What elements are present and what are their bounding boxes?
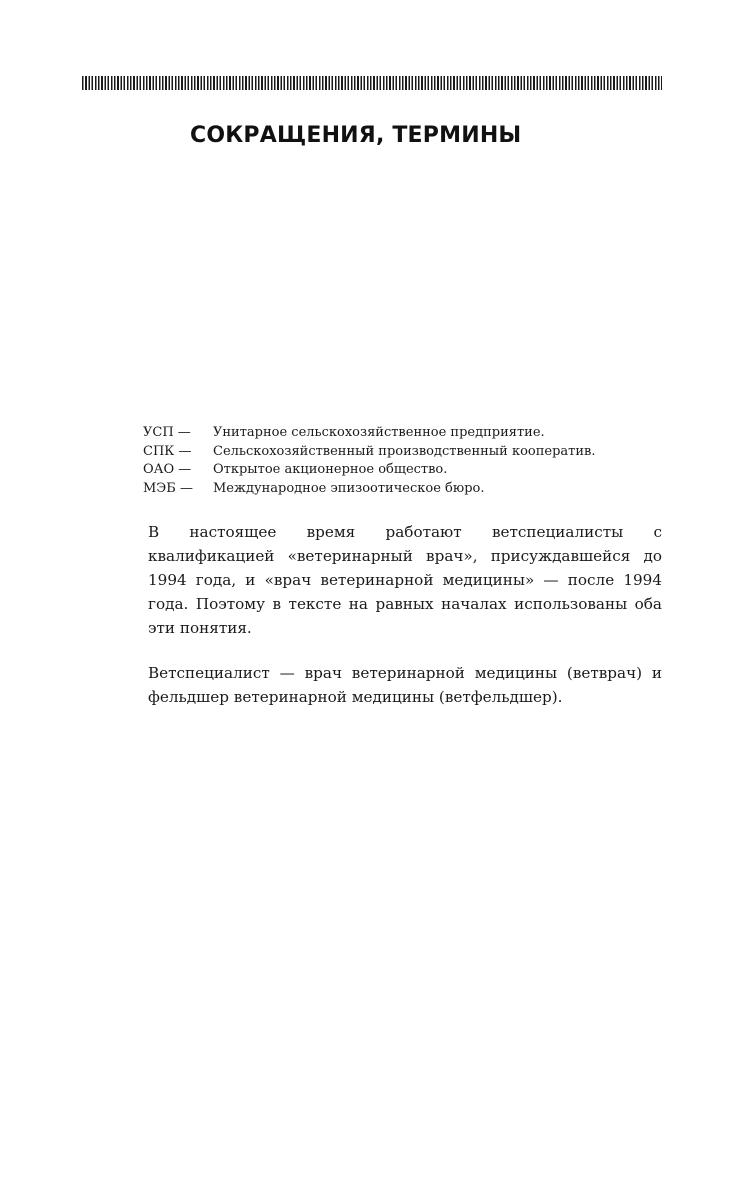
abbreviation-item bbox=[143, 461, 683, 480]
abbreviation-term: МЭБ — bbox=[143, 480, 193, 496]
abbreviation-definition: Унитарное сельскохозяйственное предприятие. bbox=[213, 425, 545, 440]
abbreviation-definition: Международное эпизоотическое бюро. bbox=[213, 480, 485, 496]
decorative-hatched-rule bbox=[82, 76, 662, 90]
abbreviation-term: ОАО — bbox=[143, 462, 192, 478]
abbreviation-list bbox=[143, 424, 683, 498]
page-title: СОКРАЩЕНИЯ, ТЕРМИНЫ bbox=[190, 123, 522, 148]
abbreviation-term: СПК — bbox=[143, 443, 192, 459]
abbreviation-item bbox=[143, 424, 683, 443]
abbreviation-item bbox=[143, 443, 683, 462]
abbreviation-definition: Сельскохозяйственный производственный кооператив. bbox=[213, 443, 596, 459]
abbreviation-item bbox=[143, 480, 683, 499]
abbreviation-term: УСП — bbox=[143, 425, 191, 440]
abbreviation-definition: Открытое акционерное общество. bbox=[213, 462, 448, 478]
qualification-paragraph: В настоящее время работают ветспециалисты с квалификацией «ветеринарный врач», присуждавшейся до 1994 года, и «врач ветеринарной медицины» — после 1994 года. Поэтому в тексте на равных началах использованы оба эти понятия. bbox=[148, 523, 662, 637]
vet-specialist-definition-paragraph: Ветспециалист — врач ветеринарной медицины (ветврач) и фельдшер ветеринарной медицины (ветфельдшер). bbox=[148, 664, 662, 706]
